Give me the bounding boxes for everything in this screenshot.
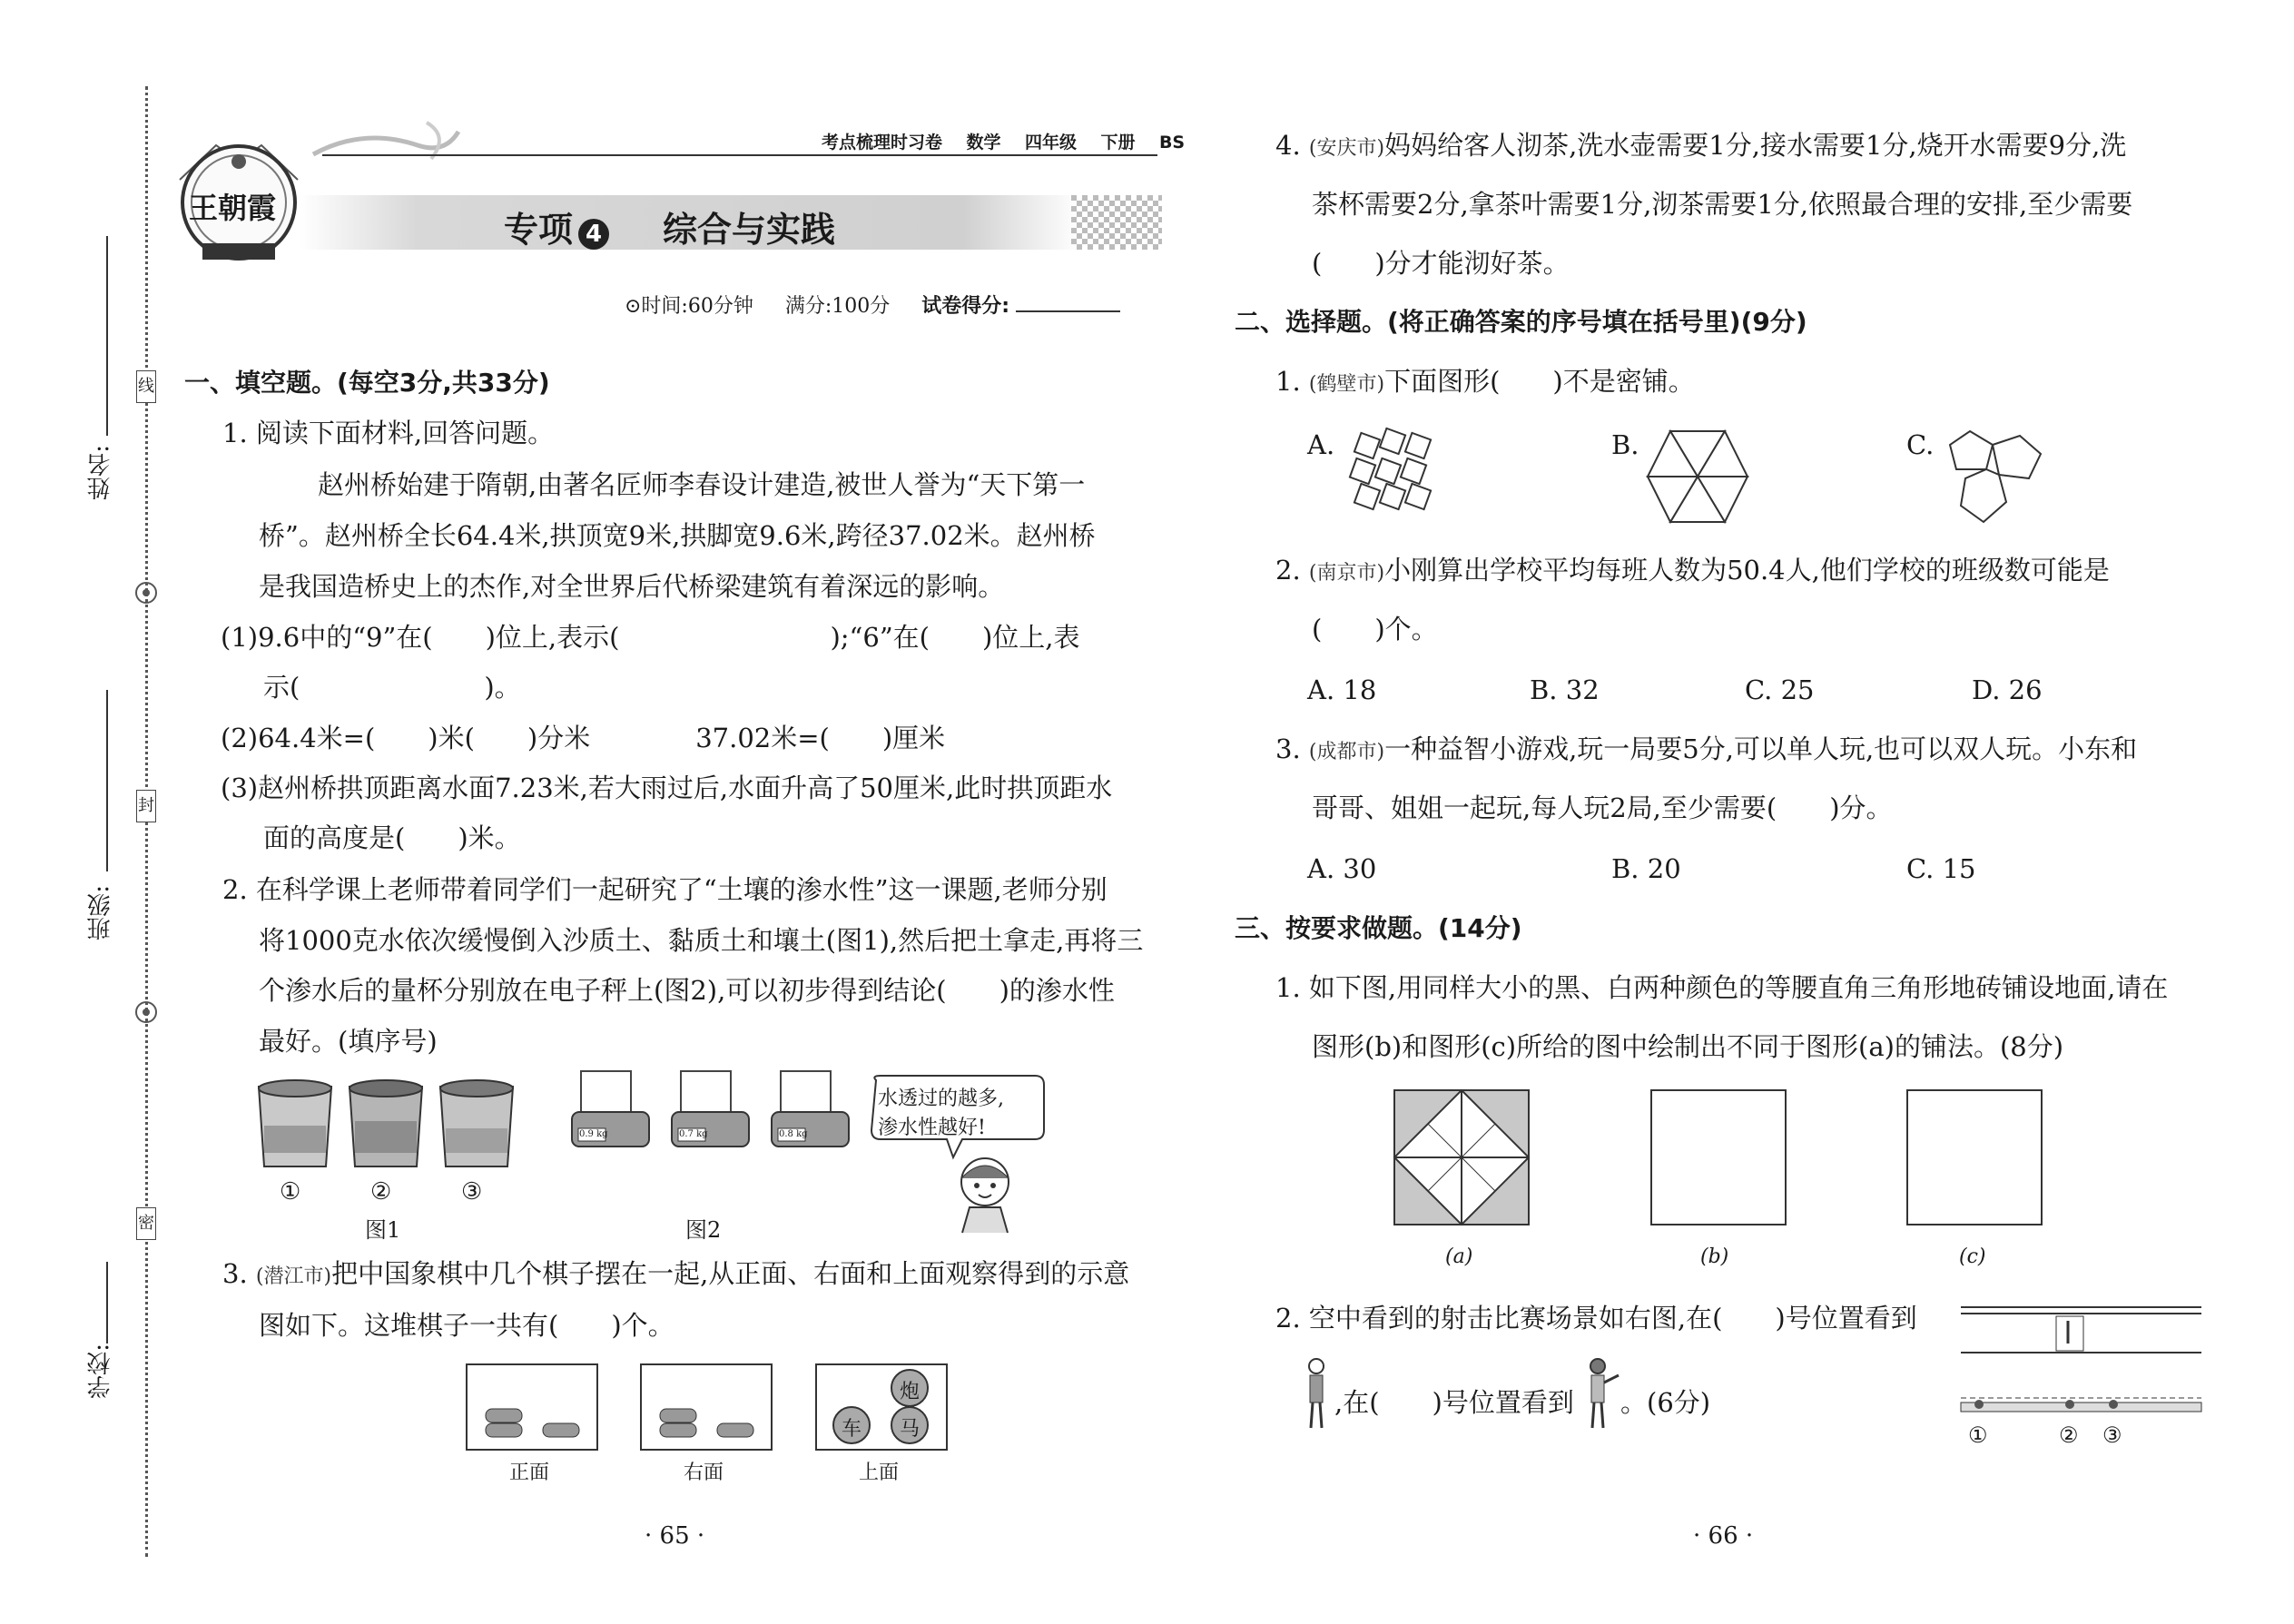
- score-label: 试卷得分:: [921, 295, 1009, 318]
- option-a-tessellation: [1348, 427, 1448, 527]
- q1-paragraph-line: 赵州桥始建于隋朝,由著名匠师李春设计建造,被世人誉为“天下第一: [318, 469, 1086, 500]
- figure1-caption: 图1: [365, 1217, 401, 1243]
- binding-hole-icon: [133, 999, 160, 1026]
- scale-reading: 0.8 kg: [779, 1129, 808, 1139]
- top-view-label: 上面: [859, 1462, 900, 1484]
- q1-sub1: (1)9.6中的“9”在( )位上,表示( );“6”在( )位上,表: [221, 622, 1080, 653]
- q3-line-cont: 图如下。这堆棋子一共有( )个。: [259, 1310, 674, 1341]
- header-volume: 下册: [1100, 133, 1136, 153]
- binding-hole-icon: [133, 579, 160, 606]
- s2q3-text: 一种益智小游戏,玩一局要5分,可以单人玩,也可以双人玩。小东和: [1384, 733, 2138, 764]
- tile-label: (b): [1700, 1245, 1729, 1268]
- chess-piece-chariot: 车: [842, 1418, 862, 1441]
- s2q2-number: 2.: [1275, 555, 1301, 586]
- q3-city: (潜江市): [255, 1265, 332, 1288]
- score-blank[interactable]: [1016, 310, 1120, 312]
- option-b-triangles: [1643, 427, 1752, 527]
- scale-figure: [567, 1067, 858, 1153]
- shooting-range-diagram: [1961, 1303, 2201, 1421]
- s3q2-line-mid: ,在( )号位置看到: [1334, 1387, 1574, 1418]
- cup-label: ①: [280, 1178, 301, 1206]
- tile-blank-c[interactable]: [1906, 1089, 2043, 1225]
- section1-heading: 一、填空题。(每空3分,共33分): [184, 368, 550, 398]
- q4-line-cont: ( )分才能沏好茶。: [1312, 248, 1570, 279]
- scale-reading: 0.9 kg: [579, 1129, 608, 1139]
- option-c-pentagons: [1943, 422, 2052, 531]
- chess-piece-cannon: 炮: [900, 1381, 921, 1403]
- score-line: [625, 290, 1120, 319]
- q1-intro: 1. 阅读下面材料,回答问题。: [222, 418, 555, 448]
- q1-paragraph-line: 桥”。赵州桥全长64.4米,拱顶宽9米,拱脚宽9.6米,跨径37.02米。赵州桥: [259, 520, 1096, 551]
- cup-label: ③: [461, 1178, 483, 1206]
- q4-line: [1275, 127, 2126, 167]
- full-score: 满分:100分: [784, 295, 891, 318]
- q2-line: 将1000克水依次缓慢倒入沙质土、黏质土和壤土(图1),然后把土拿走,再将三: [259, 925, 1144, 956]
- time-label: ⊙时间:60分钟: [625, 295, 753, 318]
- ribbon-decoration: [309, 118, 463, 172]
- s2q1-city: (鹤壁市): [1308, 373, 1385, 396]
- s2q3-number: 3.: [1275, 733, 1301, 764]
- section3-heading: 三、按要求做题。(14分): [1235, 913, 1522, 943]
- title-text: 综合与实践: [662, 210, 835, 250]
- s2q3-line: [1275, 731, 2137, 771]
- class-label: 班级:: [87, 885, 114, 940]
- page-number-left: · 65 ·: [645, 1522, 705, 1550]
- range-position-label: ②: [2059, 1422, 2079, 1448]
- s2q1-number: 1.: [1275, 366, 1301, 397]
- q4-number: 4.: [1275, 130, 1301, 161]
- bubble-text-line: 渗水性越好!: [878, 1117, 986, 1139]
- right-view-box: [640, 1363, 773, 1451]
- soil-cup-figure: [250, 1076, 504, 1171]
- soil-cup-3: [440, 1080, 513, 1166]
- title-prefix: 专项: [504, 210, 574, 250]
- soil-cup-2: [350, 1080, 422, 1166]
- range-position-label: ①: [1968, 1422, 1988, 1448]
- s2q3-option: C. 15: [1906, 853, 1976, 884]
- tile-label: (a): [1445, 1245, 1473, 1268]
- s2q2-line-cont: ( )个。: [1312, 614, 1438, 645]
- q2-line: 最好。(填序号): [259, 1026, 438, 1057]
- q1-sub2: (2)64.4米=( )米( )分米 37.02米=( )厘米: [221, 723, 946, 753]
- section2-heading: 二、选择题。(将正确答案的序号填在括号里)(9分): [1235, 307, 1807, 337]
- brand-name: 王朝霞: [189, 191, 277, 225]
- s3q2-line-end: 。(6分): [1620, 1387, 1711, 1418]
- header-series: 考点梳理时习卷: [822, 133, 943, 153]
- header-edition: BS: [1158, 133, 1186, 153]
- q2-line: 个渗水后的量杯分别放在电子秤上(图2),可以初步得到结论( )的渗水性: [259, 975, 1115, 1006]
- scale-reading: 0.7 kg: [679, 1129, 708, 1139]
- page-title: [504, 202, 835, 251]
- q4-line-cont: 茶杯需要2分,拿茶叶需要1分,沏茶需要1分,依照最合理的安排,至少需要: [1312, 189, 2133, 220]
- range-position-label: ③: [2102, 1422, 2122, 1448]
- q3-text: 把中国象棋中几个棋子摆在一起,从正面、右面和上面观察得到的示意: [331, 1258, 1130, 1289]
- top-view-box: [815, 1363, 948, 1451]
- option-a-label: A.: [1307, 429, 1335, 460]
- school-label: 学校:: [87, 1343, 114, 1399]
- header-rule: [322, 154, 1157, 156]
- s3q2-line: 2. 空中看到的射击比赛场景如右图,在( )号位置看到: [1275, 1303, 1917, 1334]
- shooter-back-icon: [1584, 1357, 1620, 1430]
- q1-sub1-cont: 示( )。: [263, 672, 521, 703]
- option-c-label: C.: [1906, 429, 1935, 460]
- s2q3-city: (成都市): [1308, 741, 1385, 763]
- q1-sub3: (3)赵州桥拱顶距离水面7.23米,若大雨过后,水面升高了50厘米,此时拱顶距水: [221, 773, 1113, 803]
- tile-blank-b[interactable]: [1650, 1089, 1787, 1225]
- checker-decoration: [1071, 195, 1162, 250]
- school-underline: [106, 1262, 108, 1343]
- header-grade: 四年级: [1024, 133, 1077, 153]
- soil-cup-1: [259, 1080, 331, 1166]
- tile-pattern-a: [1393, 1089, 1530, 1225]
- header-subject: 数学: [966, 133, 1001, 153]
- s2q3-option: A. 30: [1307, 853, 1377, 884]
- q1-sub3-cont: 面的高度是( )米。: [263, 822, 521, 853]
- s2q2-line: [1275, 552, 2110, 592]
- class-underline: [106, 690, 108, 871]
- name-label: 姓名:: [87, 445, 114, 500]
- name-underline: [106, 236, 108, 436]
- tile-label: (c): [1959, 1245, 1986, 1268]
- s2q3-option: B. 20: [1611, 853, 1681, 884]
- s2q2-city: (南京市): [1308, 562, 1385, 585]
- q2-line: 2. 在科学课上老师带着同学们一起研究了“土壤的渗水性”这一课题,老师分别: [222, 874, 1108, 905]
- figure2-caption: 图2: [685, 1217, 722, 1243]
- title-number-badge: 4: [578, 219, 609, 250]
- q1-paragraph-line: 是我国造桥史上的杰作,对全世界后代桥梁建筑有着深远的影响。: [259, 571, 1005, 602]
- s2q2-option: C. 25: [1745, 674, 1815, 705]
- page-number-right: · 66 ·: [1693, 1522, 1754, 1550]
- q3-number: 3.: [222, 1258, 248, 1289]
- header-meta: [822, 129, 1185, 153]
- s3q1-line-cont: 图形(b)和图形(c)所给的图中绘制出不同于图形(a)的铺法。(8分): [1312, 1031, 2064, 1062]
- s2q2-option: D. 26: [1972, 674, 2043, 705]
- s2q2-option: B. 32: [1530, 674, 1600, 705]
- chess-piece-horse: 马: [900, 1418, 921, 1441]
- s3q1-line: 1. 如下图,用同样大小的黑、白两种颜色的等腰直角三角形地砖铺设地面,请在: [1275, 972, 2169, 1003]
- s2q2-option: A. 18: [1307, 674, 1377, 705]
- q4-city: (安庆市): [1308, 137, 1385, 160]
- seal-secret-box: 密: [136, 1207, 156, 1240]
- girl-icon: [944, 1153, 1026, 1235]
- front-view-label: 正面: [509, 1462, 550, 1484]
- right-view-label: 右面: [684, 1462, 724, 1484]
- seal-seal-box: 封: [136, 790, 156, 822]
- s2q2-text: 小刚算出学校平均每班人数为50.4人,他们学校的班级数可能是: [1384, 555, 2110, 586]
- cup-label: ②: [370, 1178, 392, 1206]
- front-view-box: [466, 1363, 598, 1451]
- shooter-front-icon: [1303, 1357, 1330, 1430]
- s2q1-text: 下面图形( )不是密铺。: [1384, 366, 1695, 397]
- bubble-text-line: 水透过的越多,: [878, 1088, 1004, 1110]
- q4-text: 妈妈给客人沏茶,洗水壶需要1分,接水需要1分,烧开水需要9分,洗: [1384, 130, 2127, 161]
- option-b-label: B.: [1611, 429, 1639, 460]
- seal-line-box: 线: [136, 370, 156, 403]
- s2q3-line-cont: 哥哥、姐姐一起玩,每人玩2局,至少需要( )分。: [1312, 792, 1893, 823]
- q3-line: [222, 1255, 1129, 1295]
- s2q1-line: [1275, 363, 1695, 403]
